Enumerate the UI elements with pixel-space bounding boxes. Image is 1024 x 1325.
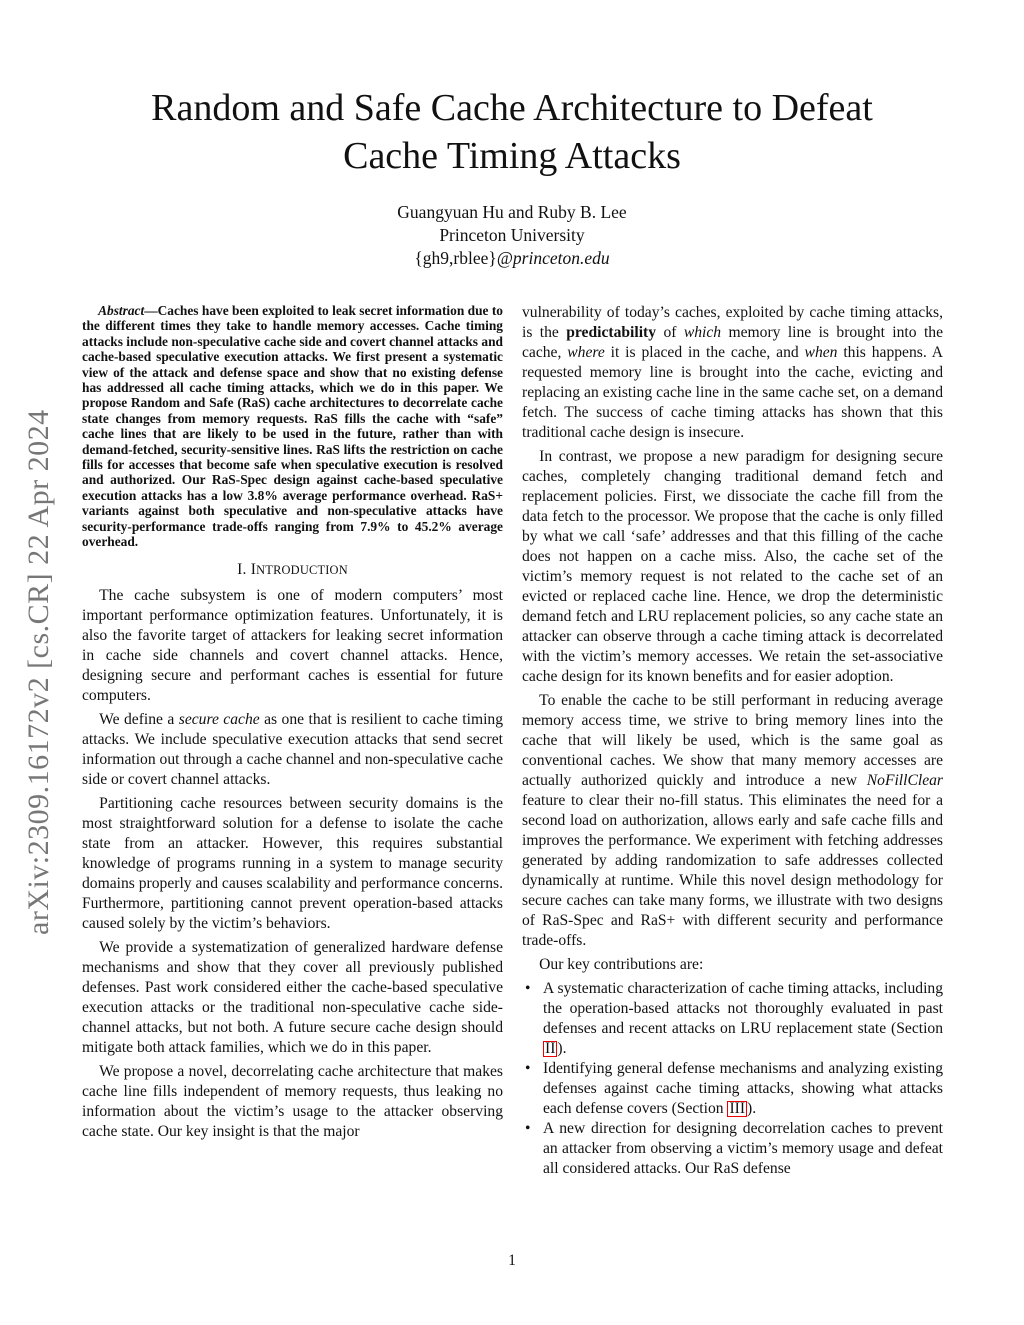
abstract xyxy=(82,303,503,550)
intro-paragraph-5: We propose a novel, decorrelating cache architecture that makes cache line fills independent of memory requests, thus leaking no information about the victim’s usage to the attacker observing cache state. Our key insight is that the major xyxy=(82,1062,503,1140)
rp1-a: vulnerability of today’s caches, exploited by cache timing attacks, is the xyxy=(522,304,943,341)
list-item xyxy=(522,1119,943,1179)
rp1-e: this happens. A requested memory line is brought into the cache, evicting and replacing an existing cache line in the same cache set, on a demand fetch. The success of cache timing attacks has shown that this traditional cache design is insecure. xyxy=(522,344,943,441)
title-line-1: Random and Safe Cache Architecture to Defeat xyxy=(151,87,873,129)
term-when: when xyxy=(804,344,838,361)
section-link-iii[interactable]: III xyxy=(729,1100,746,1117)
contrib-2-b: ). xyxy=(747,1100,757,1117)
p2-text-b: as one that is resilient to cache timing attacks. We include speculative execution attacks that send secret information out through a cache channel and non-speculative cache side or covert channel attacks. xyxy=(82,710,504,788)
right-paragraph-1 xyxy=(522,303,943,443)
left-column xyxy=(82,303,503,1146)
title-line-2: Cache Timing Attacks xyxy=(343,135,681,177)
list-item xyxy=(522,979,943,1059)
right-column xyxy=(522,303,943,1179)
term-predictability: predictability xyxy=(566,324,657,341)
bullet-icon: • xyxy=(525,1120,531,1137)
email-domain: @princeton.edu xyxy=(496,248,610,268)
rp3-a: To enable the cache to be still performant in reducing average memory access time, we strive to bring memory lines into the cache that will likely be used, which is the same goal as conventional caches. We show that many memory accesses are actually authorized quickly and introduce a new xyxy=(522,692,943,789)
section-first-letter: I xyxy=(250,560,257,578)
right-paragraph-2: In contrast, we propose a new paradigm for designing secure caches, completely changing traditional demand fetch and replacement policies. First, we dissociate the cache fill from the data fetch to the processor. We propose that the cache is only filled by what we call ‘safe’ addresses and that this filling of the cache does not happen on a cache miss. Also, the cache set of the victim’s memory request is not related to the cache set of an evicted or replaced cache line. Hence, we drop the deterministic demand fetch and LRU replacement policies, so any cache state an attacker can observe through a cache timing attack is decorrelated with the victim’s memory accesses. We retain the set-associative cache design for its known benefits and for easier adoption. xyxy=(522,448,943,685)
right-paragraph-4: Our key contributions are: xyxy=(539,956,704,973)
contributions-list xyxy=(522,979,943,1179)
bullet-icon: • xyxy=(525,980,531,997)
rp1-d: it is placed in the cache, and xyxy=(604,344,805,361)
author-email xyxy=(80,247,944,270)
list-item xyxy=(522,1059,943,1119)
author-affiliation: Princeton University xyxy=(439,225,585,245)
term-secure-cache: secure cache xyxy=(178,710,260,728)
rp1-b: of xyxy=(656,324,684,341)
section-heading-introduction xyxy=(82,560,503,580)
section-numeral: I. xyxy=(237,560,247,578)
intro-paragraph-3: Partitioning cache resources between security domains is the most straightforward solution for a defense to isolate the cache state from an attacker. However, this requires substantial knowledge of programs running in a system to manage security domains properly and causes scalability and performance concerns. Furthermore, partitioning cannot prevent operation-based attacks caused solely by the victim’s behaviors. xyxy=(82,794,503,932)
term-which: which xyxy=(683,324,722,341)
paper-title xyxy=(80,84,944,180)
abstract-dash: — xyxy=(144,303,158,318)
rp3-b: feature to clear their no-fill status. This eliminates the need for a second load on authorization, allows early and safe cache fills and improves the performance. We experiment with fetching addresses generated by adding randomization to safe addresses collected dynamically at runtime. While this novel design methodology for secure caches can take many forms, we illustrate with two designs of RaS-Spec and RaS+ with different security and performance trade-offs. xyxy=(522,792,943,949)
p2-text-a: We define a xyxy=(99,710,179,728)
contrib-1-b: ). xyxy=(557,1040,567,1057)
section-title-smallcaps: NTRODUCTION xyxy=(256,562,348,577)
intro-paragraph-1: The cache subsystem is one of modern computers’ most important performance optimization features. Unfortunately, it is also the favorite target of attackers for leaking secret information in cache side channels and covert channel attacks. Hence, designing secure and performant caches is essential for future computers. xyxy=(82,586,503,704)
arxiv-identifier-stamp: arXiv:2309.16172v2 [cs.CR] 22 Apr 2024 xyxy=(22,409,55,935)
page-number: 1 xyxy=(508,1252,516,1269)
section-link-ii[interactable]: II xyxy=(545,1040,556,1057)
term-nofillclear: NoFillClear xyxy=(866,772,943,789)
abstract-label: Abstract xyxy=(98,303,145,318)
contrib-2-a: Identifying general defense mechanisms and analyzing existing defenses against cache timing attacks, showing what attacks each defense covers (Section xyxy=(543,1060,943,1117)
right-paragraph-3 xyxy=(522,691,943,951)
term-where: where xyxy=(567,344,605,361)
contrib-3: A new direction for designing decorrelation caches to prevent an attacker from observing a victim’s memory usage and defeat all considered attacks. Our RaS defense xyxy=(543,1120,943,1177)
author-block xyxy=(80,201,944,270)
author-names: Guangyuan Hu and Ruby B. Lee xyxy=(397,202,627,222)
contrib-1-a: A systematic characterization of cache timing attacks, including the operation-based attacks not thoroughly evaluated in past defenses and recent attacks on LRU replacement state (Section xyxy=(543,980,943,1037)
bullet-icon: • xyxy=(525,1060,531,1077)
email-prefix: {gh9,rblee} xyxy=(414,248,497,268)
abstract-text: Caches have been exploited to leak secret information due to the different times they take to handle memory accesses. Cache timing attacks include non-speculative cache side and covert channel attacks and cache-based speculative execution attacks. We first present a systematic view of the attack and defense space and show that no existing defense has addressed all cache timing attacks, which we do in this paper. We propose Random and Safe (RaS) cache architectures to decorrelate cache state changes from memory requests. RaS fills the cache with “safe” cache lines that are likely to be used in the future, rather than with demand-fetched, security-sensitive lines. RaS lifts the restriction on cache fills for accesses that become safe when speculative execution is resolved and authorized. Our RaS-Spec design against cache-based speculative execution attacks has a low 3.8% average performance overhead. RaS+ variants against both speculative and non-speculative attacks have security-performance trade-offs ranging from 7.9% to 45.2% average overhead. xyxy=(82,303,503,550)
rp1-c: memory line is brought into the cache, xyxy=(522,324,943,361)
intro-paragraph-2 xyxy=(82,710,503,790)
intro-paragraph-4: We provide a systematization of generalized hardware defense mechanisms and show that they cover all previously published defenses. Past work considered either the cache-based speculative execution attacks or the traditional non-speculative cache side-channel attacks, but not both. A future secure cache design should mitigate both attack families, which we do in this paper. xyxy=(82,938,503,1056)
